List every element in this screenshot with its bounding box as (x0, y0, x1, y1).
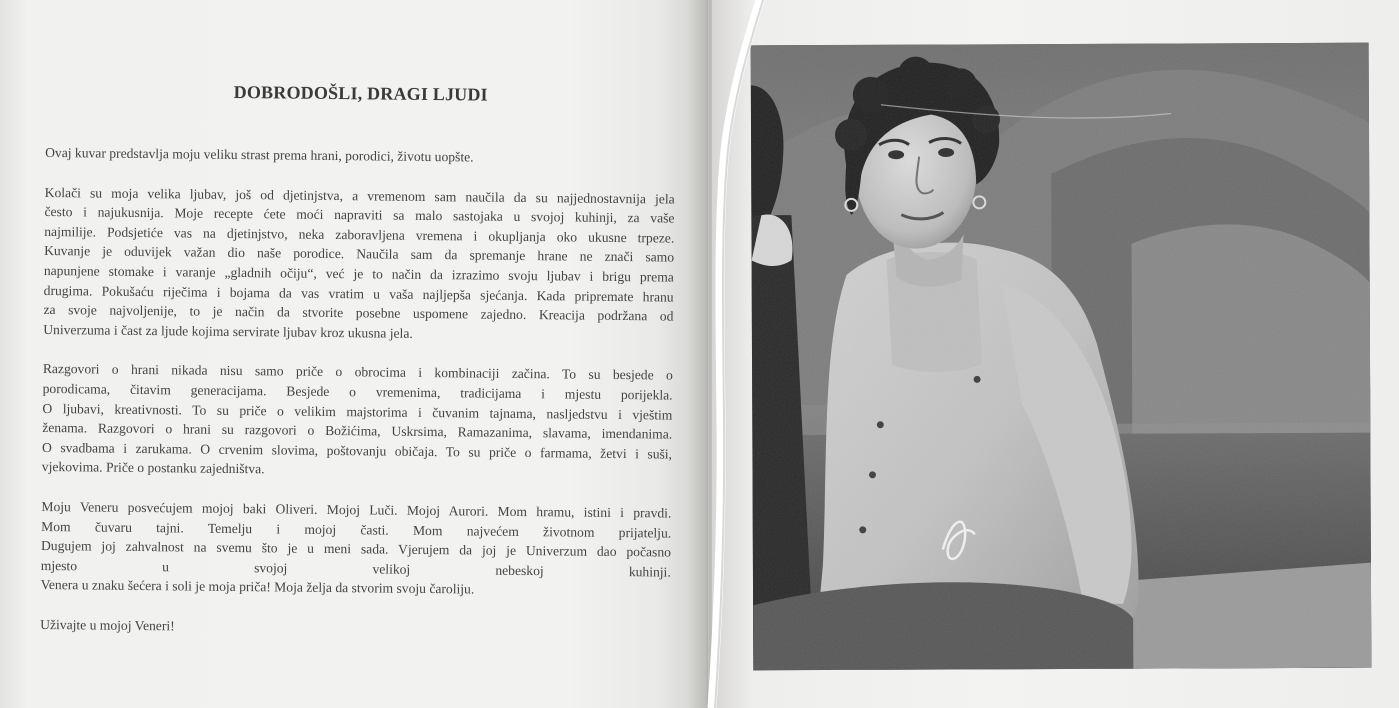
text-line: za svoje najvoljenije, to je način da stvorite posebne uspomene zajedno. Kreacija podržana od (43, 302, 674, 324)
portrait-illustration (751, 43, 1372, 671)
text-line: Kolači su moja velika ljubav, još od djetinjstva, a vremenom sam naučila da su najjednostavnija jela (44, 184, 675, 207)
body-text (40, 143, 675, 641)
text-line: Dugujem joj zahvalnost na svemu što je u meni sada. Vjerujem da joj je Univerzum dao počasno (40, 538, 672, 560)
text-line: mjesto u svojoj velikoj nebeskoj kuhinji. (40, 557, 671, 580)
text-line: porodicama, čitavim generacijama. Besjede o vremenima, tradicijama i mjestu porijekla. (42, 380, 673, 403)
text-line: najmilije. Podsjetiće vas na djetinjstvo, neka zaboravljena vremena i okupljanja oko ukusne trpeze. (44, 223, 675, 246)
text-line: Moju Veneru posvećujem mojoj baki Oliveri. Mojoj Luči. Mojoj Aurori. Mom hramu, istini i pravdi. (41, 498, 672, 521)
text-line: Ovaj kuvar predstavlja moju veliku strast prema hrani, porodici, životu uopšte. (45, 144, 474, 165)
paragraph (40, 615, 670, 641)
text-line: drugima. Pokušaću riječima i bojama da vas vratim u vaša najljepša sjećanja. Kada pripremate hranu (43, 282, 674, 305)
text-line: Univerzuma i čast za ljude kojima servirate ljubav kroz ukusna jela. (43, 321, 413, 341)
text-line: Uživajte u mojoj Veneri! (40, 616, 175, 634)
vintage-portrait-photo (751, 43, 1372, 671)
text-line: Mom čuvaru tajni. Temelju i mojoj časti. Mom najvećem životnom prijatelju. (41, 518, 672, 541)
text-line: Venera u znaku šećera i soli je moja priča! Moja želja da stvorim svoju čaroliju. (40, 577, 475, 597)
page-title: DOBRODOŠLI, DRAGI LJUDI (233, 81, 488, 105)
paragraph (41, 497, 672, 602)
paragraph (45, 143, 675, 169)
text-line: Razgovori o hrani nikada nisu samo priče o obrocima i kombinaciji začina. To su besjede o (42, 361, 673, 383)
text-line: O svadbama i zarukama. O crvenim slovima, poštovanju običaja. To su priče o farmama, žetvi i suši, (41, 439, 673, 462)
text-line: često i najukusnija. Moje recepte ćete moći napraviti sa malo sastojaka u svojoj kuhinji, za vaše (44, 204, 675, 226)
text-line: O ljubavi, kreativnosti. To su priče o velikim majstorima i čuvanim tajnama, nasljedstvu i vještim (42, 400, 673, 423)
paragraph (43, 183, 675, 346)
text-line: ženama. Razgovori o hrani su razgovori o Božićima, Uskrsima, Ramazanima, slavama, imendanima. (42, 420, 673, 442)
text-line: napunjene stomake i varanje „gladnih očiju“, već je to način da izrazimo svoju ljubav i brigu prema (43, 262, 674, 285)
paragraph (42, 359, 673, 483)
text-line: Kuvanje je oduvijek važan dio naše porodice. Naučila sam da spremanje hrane ne znači samo (44, 243, 675, 265)
text-line: vjekovima. Priče o postanku zajedništva. (41, 459, 265, 477)
welcome-text-block (40, 70, 676, 661)
